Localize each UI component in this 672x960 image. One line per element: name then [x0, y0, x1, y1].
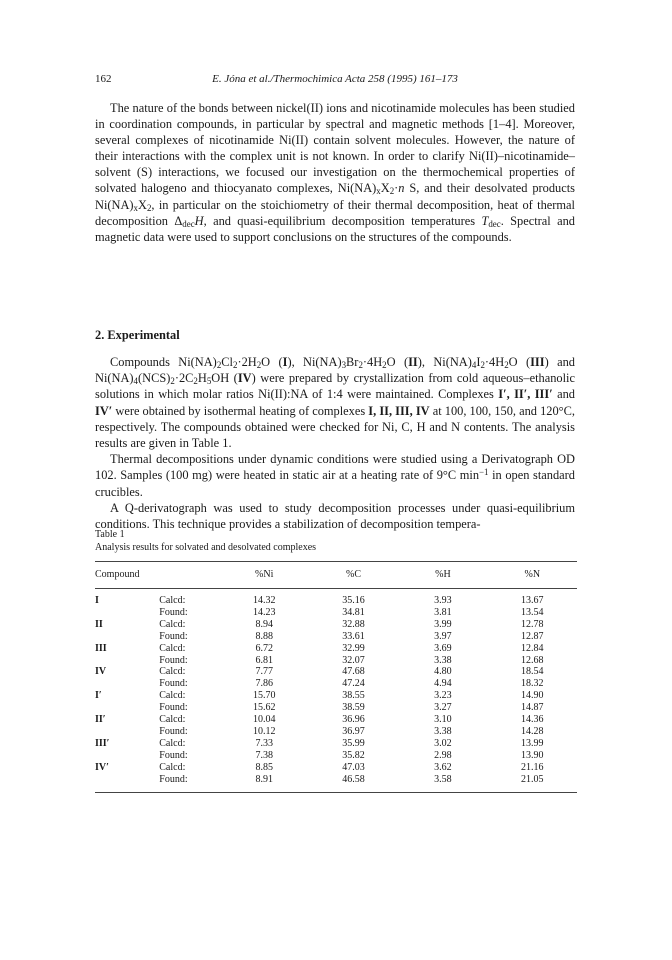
- cell-n: 14.90: [521, 690, 544, 702]
- cell-compound: [95, 678, 159, 690]
- table-header-row: [95, 562, 577, 589]
- cell-kind: Calcd:: [159, 595, 186, 606]
- cell-kind: Found:: [159, 606, 188, 618]
- cell-c: 35.82: [342, 749, 365, 761]
- cell-h: 3.23: [434, 690, 452, 702]
- col-header-compound: Compound: [95, 562, 220, 589]
- cell-h: 4.94: [434, 678, 452, 690]
- cell-n: 13.54: [521, 606, 544, 618]
- cell-c: 34.81: [342, 606, 365, 618]
- table-row: [95, 666, 577, 678]
- cell-n: 14.87: [521, 702, 544, 714]
- cell-kind: Calcd:: [159, 666, 186, 678]
- cell-n: 13.90: [521, 749, 544, 761]
- cell-n: 18.54: [521, 666, 544, 678]
- cell-kind: Calcd:: [159, 714, 186, 726]
- col-header-n: %N: [488, 562, 577, 589]
- cell-kind: Found:: [159, 630, 188, 642]
- cell-compound: II′: [95, 714, 106, 726]
- cell-h: 2.98: [434, 749, 452, 761]
- cell-n: 14.36: [521, 714, 544, 726]
- cell-h: 3.99: [434, 618, 452, 630]
- table-row: [95, 655, 577, 667]
- cell-ni: 10.12: [252, 725, 276, 737]
- running-header: [95, 73, 575, 89]
- table-caption: [95, 528, 316, 554]
- cell-h: 3.27: [434, 702, 452, 714]
- table-label: Table 1: [95, 529, 125, 540]
- cell-c: 47.03: [342, 761, 365, 773]
- cell-c: 47.24: [342, 678, 365, 690]
- experimental-section: [95, 354, 575, 532]
- cell-compound: IV′: [95, 761, 109, 773]
- cell-n: 12.68: [521, 654, 544, 666]
- cell-ni: 6.72: [255, 642, 273, 654]
- cell-compound: IV: [95, 666, 107, 678]
- cell-ni: 8.88: [255, 630, 273, 642]
- cell-h: 3.62: [434, 761, 452, 773]
- cell-c: 36.96: [342, 714, 365, 726]
- table-row: [95, 762, 577, 774]
- page-number: 162: [95, 73, 112, 85]
- cell-n: 18.32: [521, 678, 544, 690]
- cell-n: 13.99: [521, 737, 544, 749]
- cell-kind: Found:: [159, 749, 188, 761]
- col-header-ni: %Ni: [220, 562, 309, 589]
- cell-kind: Calcd:: [159, 618, 186, 630]
- cell-n: 13.67: [521, 595, 544, 606]
- cell-n: 21.05: [488, 774, 577, 792]
- cell-ni: 8.94: [255, 618, 273, 630]
- cell-kind: Found:: [159, 725, 188, 737]
- col-header-h: %H: [398, 562, 487, 589]
- cell-ni: 14.23: [252, 606, 276, 618]
- cell-compound: [95, 774, 159, 792]
- cell-compound: II: [95, 618, 103, 630]
- cell-ni: 8.85: [255, 761, 273, 773]
- cell-h: 3.38: [434, 725, 452, 737]
- analysis-table: [95, 561, 577, 793]
- cell-h: 3.69: [434, 642, 452, 654]
- table-row: [95, 678, 577, 690]
- cell-ni: 6.81: [255, 654, 273, 666]
- cell-compound: [95, 702, 159, 714]
- table-title: Analysis results for solvated and desolvated complexes: [95, 542, 317, 553]
- paragraph-intro: The nature of the bonds between nickel(II) ions and nicotinamide molecules has been studied in coordination compounds, in particular by spectral and magnetic methods [1–4]. Moreover, several complexes of nicotinamide Ni(II) contain solvent molecules. However, the nature of their interactions with the complex unit is not known. In order to clarify Ni(II)–nicotinamide–solvent (S) interactions, we focused our investigation on the thermochemical properties of solvated halogeno and thiocyanato complexes, $Ni(NA)_xX_2\cdot n$ S, and their desolvated products $Ni(NA)_xX_2$, in particular on the stoichiometry of their thermal decomposition, heat of thermal decomposition $\Delta_{dec}H$, and quasi-equilibrium decomposition temperatures $T_{dec}$. Spectral and magnetic data were used to support conclusions on the structures of the compounds.: [95, 101, 576, 244]
- cell-kind: Found:: [159, 774, 219, 792]
- cell-kind: Calcd:: [159, 690, 186, 702]
- cell-compound: III: [95, 642, 107, 654]
- cell-compound: III′: [95, 737, 110, 749]
- section-heading: 2. Experimental: [95, 328, 180, 342]
- cell-h: 3.02: [434, 737, 452, 749]
- cell-h: 3.38: [434, 654, 452, 666]
- cell-h: 3.93: [434, 595, 452, 606]
- cell-n: 12.87: [521, 630, 544, 642]
- cell-h: 3.81: [434, 606, 452, 618]
- cell-n: 21.16: [521, 761, 544, 773]
- intro-section: [95, 100, 575, 245]
- cell-n: 14.28: [521, 725, 544, 737]
- cell-compound: [95, 750, 159, 762]
- table-row: [95, 690, 577, 702]
- cell-n: 12.84: [521, 642, 544, 654]
- cell-kind: Found:: [159, 678, 188, 690]
- cell-ni: 8.91: [220, 774, 309, 792]
- cell-h: 3.10: [434, 714, 452, 726]
- cell-ni: 15.70: [252, 690, 276, 702]
- cell-compound: I: [95, 595, 99, 606]
- cell-c: 33.61: [342, 630, 365, 642]
- cell-c: 32.88: [342, 618, 365, 630]
- table-row: [95, 631, 577, 643]
- table-row: [95, 714, 577, 726]
- cell-ni: 14.32: [252, 595, 276, 606]
- table-row: [95, 750, 577, 762]
- paragraph-dynamic: Thermal decompositions under dynamic conditions were studied using a Derivatograph OD 102. Samples (100 mg) were heated in static air at a heating rate of 9°C $\min^{-1}$ in open standard crucibles.: [95, 452, 575, 499]
- cell-c: 38.59: [342, 702, 365, 714]
- cell-compound: [95, 655, 159, 667]
- cell-c: 36.97: [342, 725, 365, 737]
- table-row: [95, 726, 577, 738]
- table-row: [95, 702, 577, 714]
- cell-c: 38.55: [342, 690, 365, 702]
- cell-ni: 15.62: [252, 702, 276, 714]
- cell-c: 35.99: [342, 737, 365, 749]
- table-row: [95, 643, 577, 655]
- cell-h: 3.58: [398, 774, 487, 792]
- cell-compound: [95, 726, 159, 738]
- cell-h: 3.97: [434, 630, 452, 642]
- table-row: [95, 607, 577, 619]
- cell-compound: I′: [95, 690, 102, 702]
- cell-c: 35.16: [342, 595, 365, 606]
- cell-compound: [95, 607, 159, 619]
- cell-c: 46.58: [309, 774, 398, 792]
- paragraph-quasi: A Q-derivatograph was used to study decomposition processes under quasi-equilibrium conditions. This technique provides a stabilization of decomposition tempera-: [95, 500, 575, 532]
- table-row: [95, 589, 577, 607]
- table-row: [95, 738, 577, 750]
- table-row: [95, 774, 577, 792]
- cell-c: 32.99: [342, 642, 365, 654]
- cell-kind: Calcd:: [159, 761, 186, 773]
- cell-ni: 7.86: [255, 678, 273, 690]
- cell-ni: 7.33: [255, 737, 273, 749]
- cell-h: 4.80: [434, 666, 452, 678]
- col-header-c: %C: [309, 562, 398, 589]
- paragraph-compounds: Compounds $Ni(NA)_2Cl_2\cdot 2H_2O$ (I), $Ni(NA)_3Br_2\cdot 4H_2O$ (II), $Ni(NA)_4I_2\cdot 4H_2O$ (III) and $Ni(NA)_4(NCS)_2\cdot 2C_2H_5OH$ (IV) were prepared by crystallization from cold aqueous–ethanolic solutions in which molar ratios Ni(II):NA of 1:4 were maintained. Complexes I′, II′, III′ and IV′ were obtained by isothermal heating of complexes I, II, III, IV at 100, 100, 150, and 120°C, respectively. The compounds obtained were checked for Ni, C, H and N contents. The analysis results are given in Table 1.: [95, 355, 576, 451]
- cell-compound: [95, 631, 159, 643]
- cell-kind: Found:: [159, 654, 188, 666]
- cell-c: 47.68: [342, 666, 365, 678]
- cell-ni: 10.04: [252, 714, 276, 726]
- running-head: E. Jóna et al./Thermochimica Acta 258 (1995) 161–173: [212, 73, 458, 85]
- cell-ni: 7.77: [255, 666, 273, 678]
- cell-kind: Calcd:: [159, 642, 186, 654]
- cell-kind: Found:: [159, 702, 188, 714]
- cell-n: 12.78: [521, 618, 544, 630]
- cell-kind: Calcd:: [159, 737, 186, 749]
- table-row: [95, 619, 577, 631]
- cell-c: 32.07: [342, 654, 365, 666]
- cell-ni: 7.38: [255, 749, 273, 761]
